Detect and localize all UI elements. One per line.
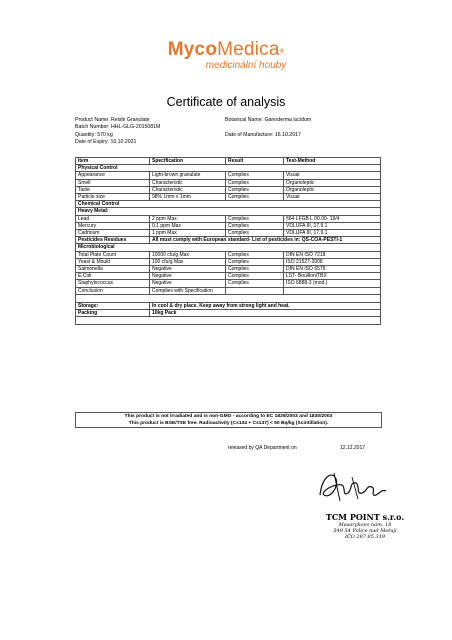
- table-row: [76, 251, 381, 258]
- cell-item: Salmonella: [76, 266, 150, 273]
- cell-result: Complies: [226, 266, 284, 273]
- cell-method: LST- Bouillon/TBX: [284, 273, 381, 280]
- cell-result: Complies: [226, 215, 284, 222]
- released-by: released by QA Department on: [228, 445, 297, 451]
- cell-item: Taste: [76, 186, 150, 193]
- table-row: [76, 258, 381, 265]
- pesticides-text: All must comply with European standard- List of pesticides in: QS-COA-PESTI-1: [150, 237, 381, 244]
- logo-myco: Myco: [167, 39, 218, 60]
- cell-item: Total Plate Count: [76, 251, 150, 258]
- spacer-row: [76, 294, 381, 302]
- cell-method: ISO 21527-2008: [284, 258, 381, 265]
- cell-spec: Characteristic: [150, 186, 226, 193]
- cell-spec: Characteristic: [150, 179, 226, 186]
- conclusion-label: Conclusion: [76, 287, 150, 294]
- cell-result: Complies: [226, 251, 284, 258]
- cell-result: Complies: [226, 258, 284, 265]
- cell-spec: 10000 cfu/g Max: [150, 251, 226, 258]
- table-row: [76, 172, 381, 179]
- quantity: Quantity: 570 kg: [75, 131, 113, 138]
- packing-row: [76, 310, 381, 317]
- pesticides-label: Pesticides Residues: [76, 237, 150, 244]
- cell-result: Complies: [226, 222, 284, 229]
- table-row: [76, 280, 381, 287]
- cell-spec: Light-brown granulate: [150, 172, 226, 179]
- section-heavy-metal: Heavy Metal:: [76, 208, 381, 215]
- col-item: Item: [76, 158, 150, 165]
- pesticides-row: [76, 237, 381, 244]
- table-row: [76, 266, 381, 273]
- col-specification: Specification: [150, 158, 226, 165]
- product-name: Product Name: Reishi Granulate: [75, 117, 150, 123]
- cell-result: Complies: [226, 280, 284, 287]
- conclusion-row: [76, 287, 381, 294]
- table-header-row: [76, 158, 381, 165]
- cell-method: DIN EN ISO 6579: [284, 266, 381, 273]
- signature: [312, 465, 392, 507]
- stamp-line2: 549 54 Police nad Metují: [333, 528, 397, 534]
- packing-value: 10kg Pack: [150, 310, 381, 317]
- packing-label: Packing: [76, 310, 150, 317]
- date-of-expiry: Date of Expiry: 10.10.2021: [75, 139, 137, 146]
- section-microbiological: Microbiological: [76, 244, 381, 251]
- col-result: Result: [226, 158, 284, 165]
- cell-result: Complies: [226, 230, 284, 237]
- cell-spec: 2 ppm Max: [150, 215, 226, 222]
- table-row: [76, 215, 381, 222]
- cell-item: Yeast & Mould: [76, 258, 150, 265]
- cell-item: Lead: [76, 215, 150, 222]
- section-chemical-control: Chemical Control: [76, 201, 381, 208]
- cell-result: Complies: [226, 186, 284, 193]
- cell-method: Organoleptic: [284, 186, 381, 193]
- table-row: [76, 194, 381, 201]
- cell-method: DIN EN ISO 7218: [284, 251, 381, 258]
- section-physical-control: Physical Control: [76, 165, 381, 172]
- cell-spec: Negative: [150, 273, 226, 280]
- cell-item: Cadmium: [76, 230, 150, 237]
- cell-item: Particle size: [76, 194, 150, 201]
- cell-method: Organoleptic: [284, 179, 381, 186]
- cell-result: Complies: [226, 179, 284, 186]
- logo-registered: ®: [279, 49, 285, 55]
- document-title: Certificate of analysis: [166, 95, 286, 109]
- storage-row: [76, 302, 381, 309]
- logo-medica: Medica: [217, 39, 280, 60]
- date-of-manufacture: Date of Manufacture: 16.10.2017: [225, 131, 301, 138]
- storage-value: In cool & dry place. Keep away from strong light and heat.: [150, 302, 381, 309]
- stamp-name: TCM POINT s.r.o.: [325, 512, 405, 522]
- cell-result: Complies: [226, 172, 284, 179]
- storage-label: Storage:: [76, 302, 150, 309]
- cell-spec: Negative: [150, 280, 226, 287]
- table-row: [76, 186, 381, 193]
- cell-item: Staphylococcus: [76, 280, 150, 287]
- table-row: [76, 222, 381, 229]
- cell-method: Visual: [284, 194, 381, 201]
- header-info: [75, 117, 380, 147]
- cell-item: Smell: [76, 179, 150, 186]
- cell-spec: 100 cfu/g Max: [150, 258, 226, 265]
- cell-spec: Negative: [150, 266, 226, 273]
- cell-method: VDLUFA III, 17.9.1: [284, 230, 381, 237]
- cell-item: E.Coli: [76, 273, 150, 280]
- cell-result: Complies: [226, 194, 284, 201]
- stamp-line1: Masarykovo nám. 18: [338, 522, 392, 528]
- batch-number: Batch Number: HHL-GLG-2015081M: [75, 124, 161, 131]
- compliance-notes: [75, 412, 382, 428]
- cell-method: Visual: [284, 172, 381, 179]
- conclusion-value: Complies with Specification: [150, 287, 226, 294]
- note-gmo: This product is not irradiated and is non-GMO - according to EC 1829/2003 and 1830/2003: [124, 414, 333, 419]
- cell-spec: 98% 1mm x 1mm: [150, 194, 226, 201]
- cell-method: ISO 6888-3 (mod.): [284, 280, 381, 287]
- stamp-line3: IČO 287 85 319: [344, 534, 386, 540]
- table-row: [76, 179, 381, 186]
- note-bse: This product is BSE/TSE free. Radioactivity (Cs134 + Cs137) < 50 Bq/kg (Scintillation).: [128, 421, 329, 426]
- col-test-method: Test-Method: [284, 158, 381, 165]
- cell-spec: 1 ppm Max: [150, 230, 226, 237]
- release-date: 12.12.2017: [340, 445, 366, 451]
- table-row: [76, 273, 381, 280]
- cell-item: Mercury: [76, 222, 150, 229]
- cell-result: Complies: [226, 273, 284, 280]
- table-row: [76, 230, 381, 237]
- logo-subtitle: medicinální houby: [205, 60, 287, 71]
- analysis-table: [75, 157, 381, 325]
- cell-method: §64 LFGB L 00.00- 19/4: [284, 215, 381, 222]
- empty-cell: [226, 287, 284, 294]
- botanical-name: Botanical Name: Ganoderma lucidum: [225, 117, 312, 123]
- cell-item: Appearance: [76, 172, 150, 179]
- empty-cell: [284, 287, 381, 294]
- company-stamp: [325, 512, 405, 540]
- company-logo: [0, 40, 452, 71]
- cell-spec: 0,1 ppm Max: [150, 222, 226, 229]
- spacer-row: [76, 317, 381, 325]
- cell-method: VDLUFA III, 17.9.1: [284, 222, 381, 229]
